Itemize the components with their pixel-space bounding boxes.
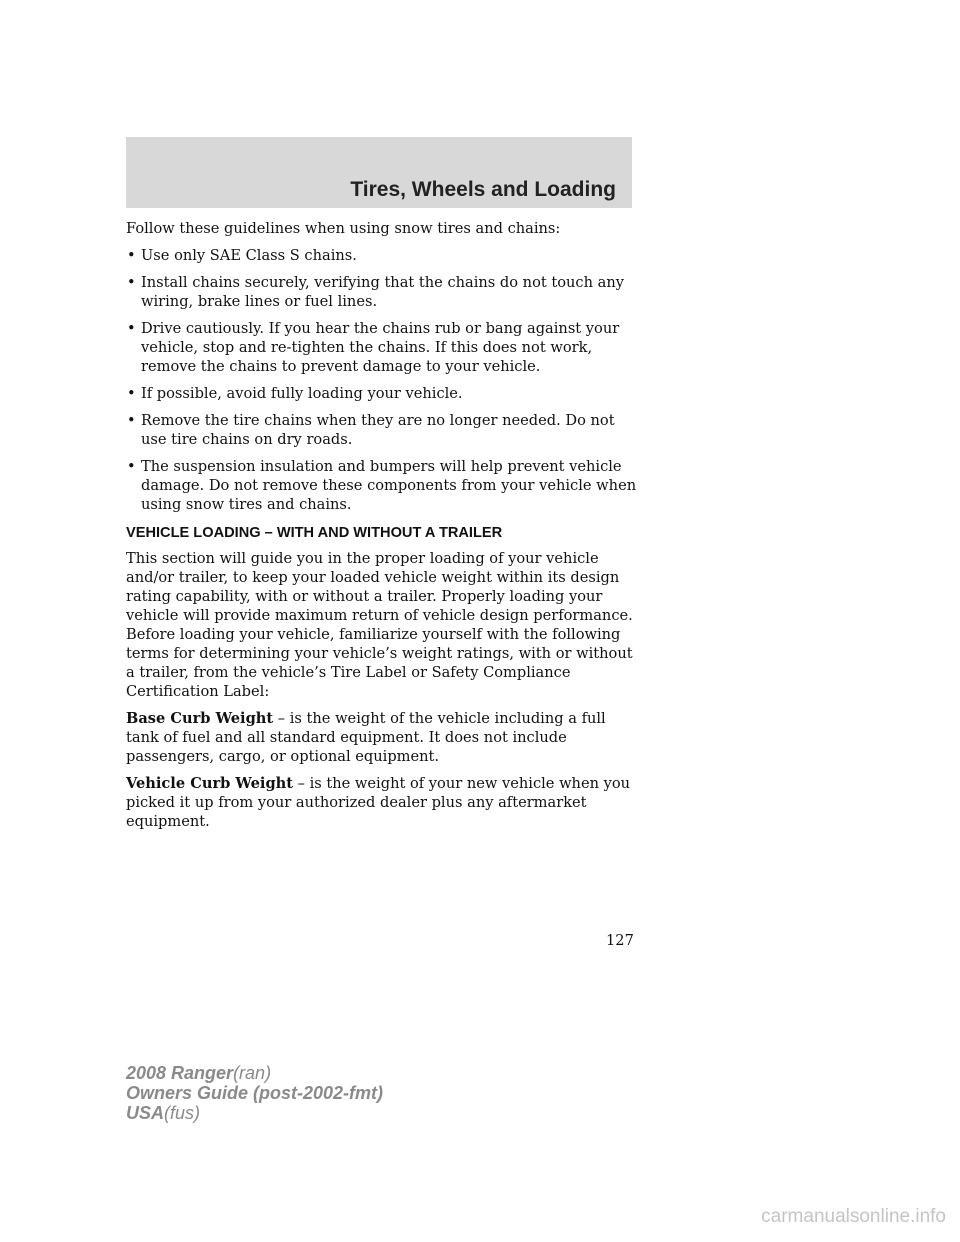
bullet-icon: • [127,385,136,402]
bullet-icon: • [127,412,136,429]
guidelines-list [126,246,641,514]
definition-term: Vehicle Curb Weight [126,775,294,792]
page-title: Tires, Wheels and Loading [350,178,616,201]
footer-line-1: 2008 Ranger(ran) [126,1063,272,1083]
definition-term: Base Curb Weight [126,710,274,727]
list-item: • The suspension insulation and bumpers will help prevent vehicle damage. Do not remove these components from your vehicle when using snow tires and chains. [127,458,637,513]
list-item: • If possible, avoid fully loading your vehicle. [127,385,463,402]
list-item: • Drive cautiously. If you hear the chains rub or bang against your vehicle, stop and re-tighten the chains. If this does not work, remove the chains to prevent damage to your vehicle. [127,320,620,375]
bullet-icon: • [127,247,136,264]
section-paragraph: This section will guide you in the proper loading of your vehicle and/or trailer, to keep your loaded vehicle weight within its design rating capability, with or without a trailer. Properly loading your vehicle will provide maximum return of vehicle design performance. Before loading your vehicle, familiarize yourself with the following terms for determining your vehicle’s weight ratings, with or without a trailer, from the vehicle’s Tire Label or Safety Compliance Certification Label: [126,550,633,700]
list-item: • Install chains securely, verifying that the chains do not touch any wiring, brake lines or fuel lines. [127,274,624,310]
section-heading: VEHICLE LOADING – WITH AND WITHOUT A TRAILER [126,525,503,541]
definition-text: – is the weight of your new vehicle when you picked it up from your authorized dealer plus any aftermarket equipment. [126,775,631,830]
intro-paragraph: Follow these guidelines when using snow tires and chains: [126,220,561,237]
footer [126,1063,383,1123]
page-content [126,219,641,839]
bullet-icon: • [127,274,136,291]
definition-base-curb-weight [126,709,641,766]
bullet-icon: • [127,320,136,337]
definition-vehicle-curb-weight [126,774,641,831]
definition-text: – is the weight of the vehicle including a full tank of fuel and all standard equipment. It does not include passengers, cargo, or optional equipment. [126,710,606,765]
footer-line-3: USA(fus) [126,1103,201,1123]
page-number: 127 [606,932,634,949]
list-item: • Remove the tire chains when they are no longer needed. Do not use tire chains on dry roads. [127,412,615,448]
header-band [126,137,632,208]
list-item: • Use only SAE Class S chains. [127,247,357,264]
watermark: carmanualsonline.info [761,1206,946,1227]
bullet-icon: • [127,458,136,475]
footer-line-2: Owners Guide (post-2002-fmt) [126,1083,384,1103]
